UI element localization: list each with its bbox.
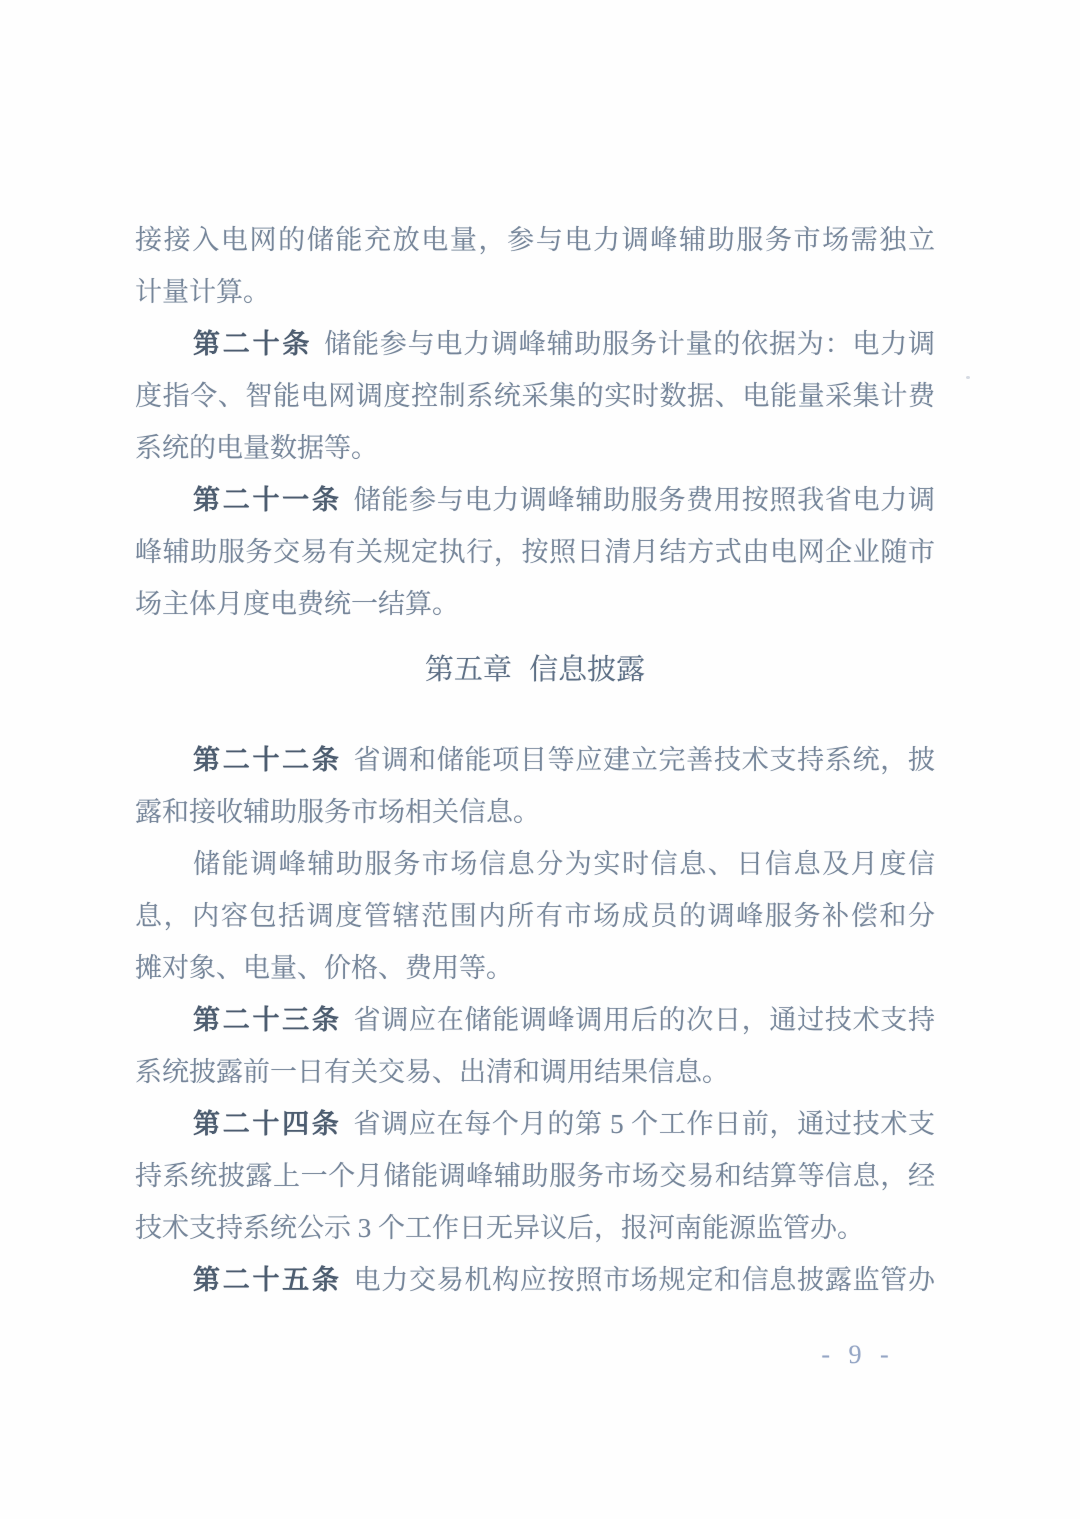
body-line [135, 318, 935, 370]
body-line [135, 578, 935, 630]
article-number-label: 第二十三条 [193, 1005, 342, 1035]
body-text: 度指令、智能电网调度控制系统采集的实时数据、电能量采集计费 [135, 381, 935, 411]
body-line [135, 526, 935, 578]
body-text: 储能参与电力调峰辅助服务计量的依据为：电力调 [324, 329, 936, 359]
body-text: 储能参与电力调峰辅助服务费用按照我省电力调 [353, 485, 936, 515]
article-number-label: 第二十二条 [193, 745, 342, 775]
chapter-heading: 第五章 信息披露 [424, 654, 646, 686]
body-line [135, 1150, 935, 1202]
page-number: - 9 - [821, 1340, 889, 1369]
body-text: 电力交易机构应按照市场规定和信息披露监管办 [353, 1265, 936, 1295]
body-line [135, 838, 935, 890]
scan-artifact-speck [966, 376, 970, 379]
body-text: 储能调峰辅助服务市场信息分为实时信息、日信息及月度信 [193, 849, 935, 879]
body-text: 省调和储能项目等应建立完善技术支持系统，披 [353, 745, 936, 775]
body-line [135, 942, 935, 994]
body-text: 峰辅助服务交易有关规定执行，按照日清月结方式由电网企业随市 [135, 537, 935, 567]
body-line [135, 214, 935, 266]
body-line [135, 994, 935, 1046]
body-line [135, 734, 935, 786]
article-number-label: 第二十四条 [193, 1109, 342, 1139]
body-text: 省调应在储能调峰调用后的次日，通过技术支持 [353, 1005, 936, 1035]
body-line [135, 474, 935, 526]
body-line [135, 1202, 935, 1254]
body-line [135, 370, 935, 422]
body-text: 省调应在每个月的第 5 个工作日前，通过技术支 [353, 1109, 936, 1139]
body-line [135, 786, 935, 838]
body-line [135, 266, 935, 318]
body-line [135, 1254, 935, 1306]
article-number-label: 第二十一条 [193, 485, 342, 515]
body-line [135, 422, 935, 474]
body-line [135, 890, 935, 942]
body-text: 系统的电量数据等。 [135, 433, 378, 463]
body-text: 持系统披露上一个月储能调峰辅助服务市场交易和结算等信息，经 [135, 1161, 935, 1191]
document-body [135, 214, 935, 1306]
body-text: 计量计算。 [135, 277, 270, 307]
article-number-label: 第二十五条 [193, 1265, 342, 1295]
body-text: 接接入电网的储能充放电量，参与电力调峰辅助服务市场需独立 [135, 225, 935, 255]
article-number-label: 第二十条 [193, 329, 313, 359]
body-text: 露和接收辅助服务市场相关信息。 [135, 797, 540, 827]
body-text: 息，内容包括调度管辖范围内所有市场成员的调峰服务补偿和分 [135, 901, 935, 931]
body-text: 技术支持系统公示 3 个工作日无异议后，报河南能源监管办。 [135, 1213, 864, 1243]
body-text: 摊对象、电量、价格、费用等。 [135, 953, 513, 983]
body-text: 场主体月度电费统一结算。 [135, 589, 459, 619]
body-line [135, 1098, 935, 1150]
body-text: 系统披露前一日有关交易、出清和调用结果信息。 [135, 1057, 729, 1087]
body-line [135, 1046, 935, 1098]
